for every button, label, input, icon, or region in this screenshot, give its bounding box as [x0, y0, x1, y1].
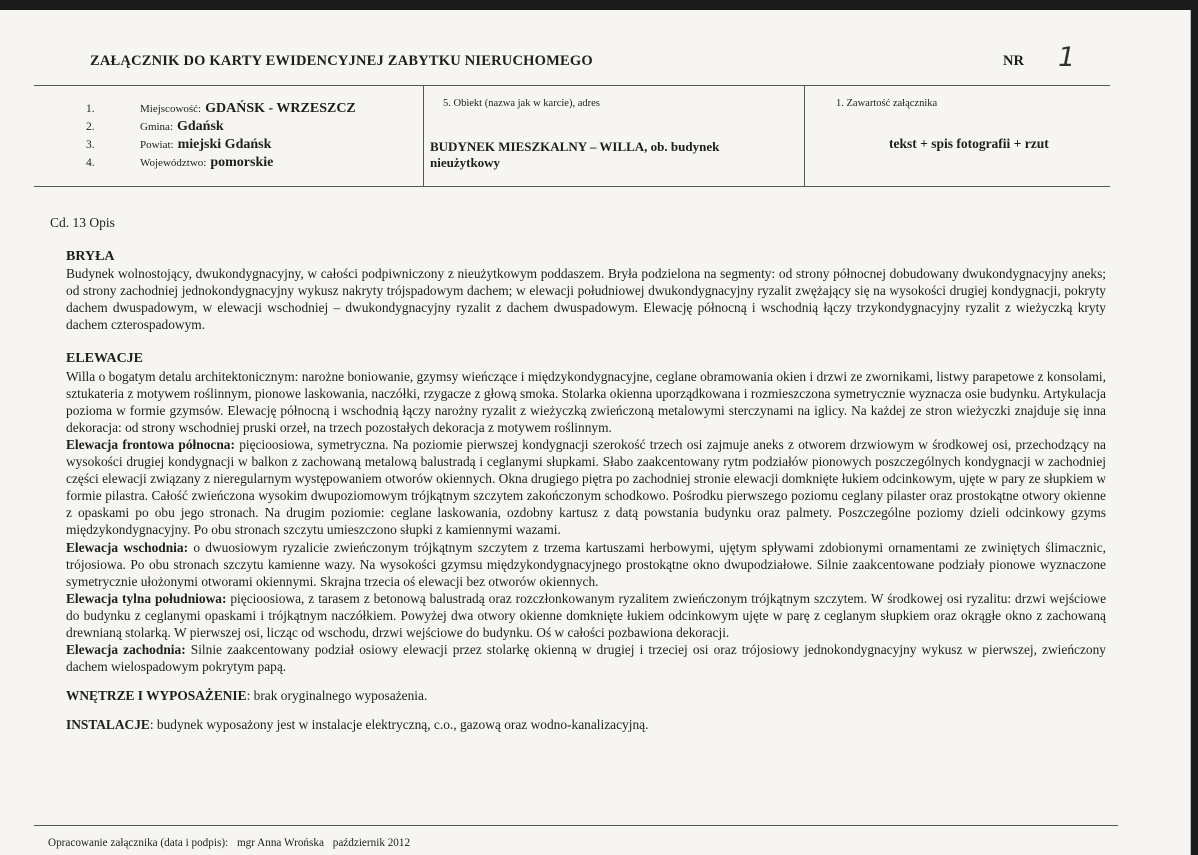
paragraph-interior: WNĘTRZE I WYPOSAŻENIE: brak oryginalnego wyposażenia.	[66, 688, 428, 704]
section-label: Cd. 13 Opis	[50, 215, 115, 230]
section-heading-elewacje: ELEWACJE	[66, 351, 144, 367]
footer-author: mgr Anna Wrońska	[236, 837, 324, 849]
info-column-divider	[423, 85, 424, 186]
object-label: 5. Obiekt (nazwa jak w karcie), adres	[443, 98, 600, 109]
location-row-voivodeship: 4. Województwo: pomorskie	[86, 155, 274, 170]
county-value: miejski Gdańsk	[177, 137, 272, 152]
nr-label: NR	[1003, 53, 1024, 69]
info-column-divider	[804, 85, 805, 186]
info-bottom-divider	[34, 186, 1110, 187]
paragraph-west-elevation: Elewacja zachodnia: Silnie zaakcentowany podział osiowy elewacji przez stolarkę okienną w drugiej i trzeciej osi oraz trójosiowy jednokondygnacyjny wykusz w pierwszej, zwieńczony dachem wielospadowym pokrytym papą.	[66, 642, 1106, 675]
footer-date: październik 2012	[332, 837, 411, 849]
voivodeship-value: pomorskie	[210, 155, 274, 170]
nr-value: 1	[1058, 42, 1076, 73]
location-row-county: 3. Powiat: miejski Gdańsk	[86, 137, 272, 152]
contents-value: tekst + spis fotografii + rzut	[889, 136, 1049, 151]
paragraph-north-elevation: Elewacja frontowa północna: pięcioosiowa, symetryczna. Na poziomie pierwszej kondygnacji szerokość trzech osi zajmuje aneks z otworem drzwiowym w środkowej osi, przechodzący na wysokości drugiej kondygnacji w balkon z zachowaną metalową balustradą i ceglanymi słupkami. Słabo zaakcentowany rytm podziałów pionowych poszczególnych kondygnacji w zachodniej części elewacji związany z nieregularnym występowaniem otworów okiennych. Okna drugiego piętra po zachodniej stronie elewacji domknięte łukiem odcinkowym, ujęte w pary ze słupkiem w formie pilastra. Całość zwieńczona wysokim dwupoziomowym trójkątnym szczytem zakończonym schodkowo. Pośrodku pierwszego poziomu ceglany pilaster oraz prostokątne otwory okienne z opaskami po obu jego stronach. Na drugim poziomie: ceglane laskowania, ozdobny kartusz z datą powstania budynku oraz palmety. Poszczególne poziomy dzieli odcinkowy gzyms międzykondygnacyjny. Po obu stronach szczytu umieszczono słupki z kamiennymi wazami.	[66, 436, 1106, 538]
document-title: ZAŁĄCZNIK DO KARTY EWIDENCYJNEJ ZABYTKU NIERUCHOMEGO	[90, 53, 593, 69]
paragraph-south-elevation: Elewacja tylna południowa: pięcioosiowa, z tarasem z betonową balustradą oraz rozczłonkowanym ryzalitem zwieńczonym trójkątnym szczytem. W środkowej osi ryzalitu: drzwi wejściowe do budynku z ceglanymi opaskami i trójkątnym naczółkiem. Powyżej dwa otwory okienne domknięte łukiem odcinkowym ujęte w parę z ceglanym słupkiem oraz okrągłe okno z zachowaną drewnianą stolarką. W pierwszej osi, licząc od wschodu, drzwi wejściowe do budynku. Oś w całości pozbawiona dekoracji.	[66, 590, 1107, 640]
paragraph-installations: INSTALACJE: budynek wyposażony jest w instalacje elektryczną, c.o., gazową oraz wodno-kanalizacyjną.	[66, 717, 649, 733]
footer-divider	[34, 825, 1118, 826]
description-body	[66, 248, 1106, 733]
document-page	[0, 10, 1191, 855]
paragraph-bryla: Budynek wolnostojący, dwukondygnacyjny, w całości podpiwniczony z nieużytkowym poddaszem. Bryła podzielona na segmenty: od strony północnej dobudowany dwukondygnacyjny aneks; od strony zachodniej jednokondygnacyjny wykusz nakryty trójspadowym dachem; w elewacji południowej dwukondygnacyjny ryzalit zwężający się na wysokości drugiej kondygnacji, pokryty dachem dwuspadowym, w elewacji wschodniej – dwukondygnacyjny ryzalit z dachem dwuspadowym. Elewację północną i wschodnią łączy trzykondygnacyjny ryzalit z wieżyczką kryty dachem czterospadowym.	[66, 266, 1106, 333]
location-row-commune: 2. Gmina: Gdańsk	[86, 119, 224, 134]
contents-label: 1. Zawartość załącznika	[836, 98, 938, 109]
header-divider	[34, 85, 1110, 86]
commune-value: Gdańsk	[177, 119, 224, 134]
footer	[48, 837, 416, 849]
paragraph-east-elevation: Elewacja wschodnia: o dwuosiowym ryzalicie zwieńczonym trójkątnym szczytem z trzema kartuszami herbowymi, ujętym spływami zdobionymi ornamentami ze zwiniętych ślimacznic, trójosiowa. Po obu stronach szczytu kamienne wazy. Na wysokości gzymsu międzykondygnacyjnego prostokątne okno dwupodziałowe. Silnie zaakcentowane podziały pionowe wyznaczone symetrycznie ułożonymi otworami okiennymi. Skrajna trzecia oś elewacji bez otworów okiennych.	[66, 539, 1106, 589]
object-value: BUDYNEK MIESZKALNY – WILLA, ob. budynek nieużytkowy	[430, 139, 720, 170]
section-heading-bryla: BRYŁA	[66, 249, 115, 264]
paragraph-elewacje-intro: Willa o bogatym detalu architektonicznym: narożne boniowanie, gzymsy wieńczące i międzykondygnacyjne, ceglane obramowania okien i drzwi ze zwornikami, listwy parapetowe z konsolami, sztukateria z motywem roślinnym, pionowe laskowania, naczółki, rzygacze z głową smoka. Stolarka okienna uporządkowana i rozmieszczona symetrycznie wyznacza osie budynku. Artykulacja pozioma w formie gzymsów. Elewację północną i wschodnią łączy narożny ryzalit z wieżyczką zwieńczoną metalowymi sterczynami na iglicy. Na każdej ze stron wieżyczki znajduje się inna dekoracja: od strony wschodniej pruski orzeł, na trzech pozostałych dekoracja z motywem roślinnym.	[66, 368, 1106, 435]
location-row-town: 1. Miejscowość: GDAŃSK - WRZESZCZ	[86, 101, 356, 116]
town-value: GDAŃSK - WRZESZCZ	[205, 101, 356, 116]
footer-label: Opracowanie załącznika (data i podpis):	[48, 837, 229, 849]
